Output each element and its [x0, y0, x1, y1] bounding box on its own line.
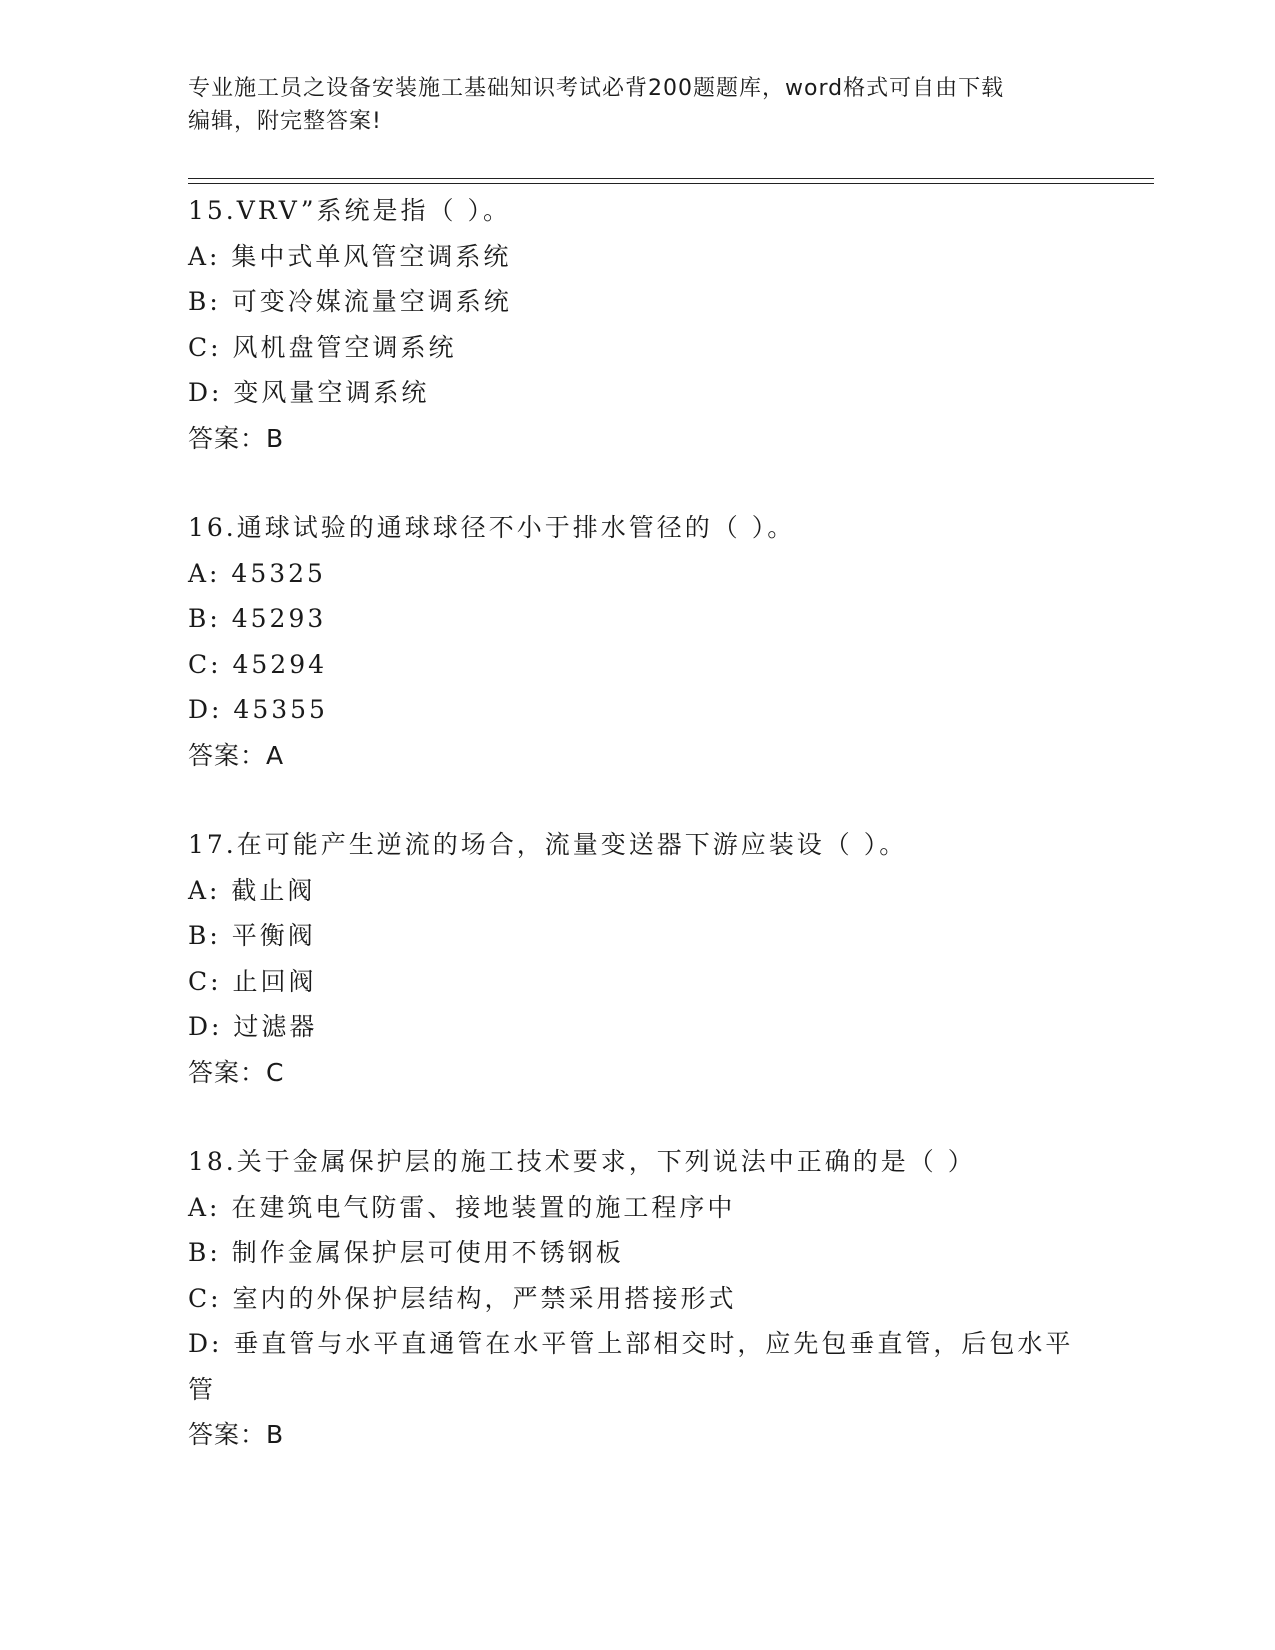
- answer: 答案：A: [188, 740, 285, 770]
- option-a: A: 截止阀: [188, 875, 316, 905]
- answer: 答案：C: [188, 1057, 285, 1087]
- question-18: [188, 1139, 1088, 1458]
- question-stem: 16.通球试验的通球球径不小于排水管径的（ ）。: [188, 513, 796, 542]
- option-a: A: 45325: [188, 558, 326, 588]
- option-a: A: 集中式单风管空调系统: [188, 241, 512, 271]
- option-b: B: 可变冷媒流量空调系统: [188, 287, 512, 316]
- answer: 答案：B: [188, 1420, 285, 1449]
- question-15: [188, 188, 1088, 461]
- option-d: D: 变风量空调系统: [188, 378, 430, 407]
- option-b: B: 45293: [188, 604, 327, 633]
- option-d: D: 45355: [188, 695, 328, 724]
- option-d: D: 过滤器: [188, 1012, 318, 1041]
- question-16: [188, 505, 1088, 778]
- answer: 答案：B: [188, 423, 285, 453]
- option-c: C: 室内的外保护层结构，严禁采用搭接形式: [188, 1283, 737, 1313]
- question-stem: 15.VRV”系统是指（ ）。: [188, 196, 511, 225]
- header-divider-bottom: [188, 183, 1154, 184]
- option-c: C: 止回阀: [188, 966, 317, 996]
- question-17: [188, 822, 1088, 1095]
- header-line-1: 专业施工员之设备安装施工基础知识考试必背200题题库，word格式可自由下载: [188, 76, 1005, 101]
- question-list: [188, 188, 1088, 1502]
- document-header: [188, 72, 1088, 138]
- question-stem: 17.在可能产生逆流的场合，流量变送器下游应装设（ ）。: [188, 830, 908, 859]
- option-a: A: 在建筑电气防雷、接地装置的施工程序中: [188, 1192, 736, 1222]
- header-line-2: 编辑，附完整答案!: [188, 109, 382, 134]
- header-divider-top: [188, 178, 1154, 179]
- option-d: D: 垂直管与水平直通管在水平管上部相交时，应先包垂直管，后包水平管: [188, 1329, 1074, 1404]
- option-b: B: 制作金属保护层可使用不锈钢板: [188, 1238, 624, 1267]
- option-c: C: 45294: [188, 649, 328, 679]
- option-b: B: 平衡阀: [188, 921, 316, 950]
- option-c: C: 风机盘管空调系统: [188, 332, 457, 362]
- question-stem: 18.关于金属保护层的施工技术要求，下列说法中正确的是（ ）: [188, 1147, 976, 1176]
